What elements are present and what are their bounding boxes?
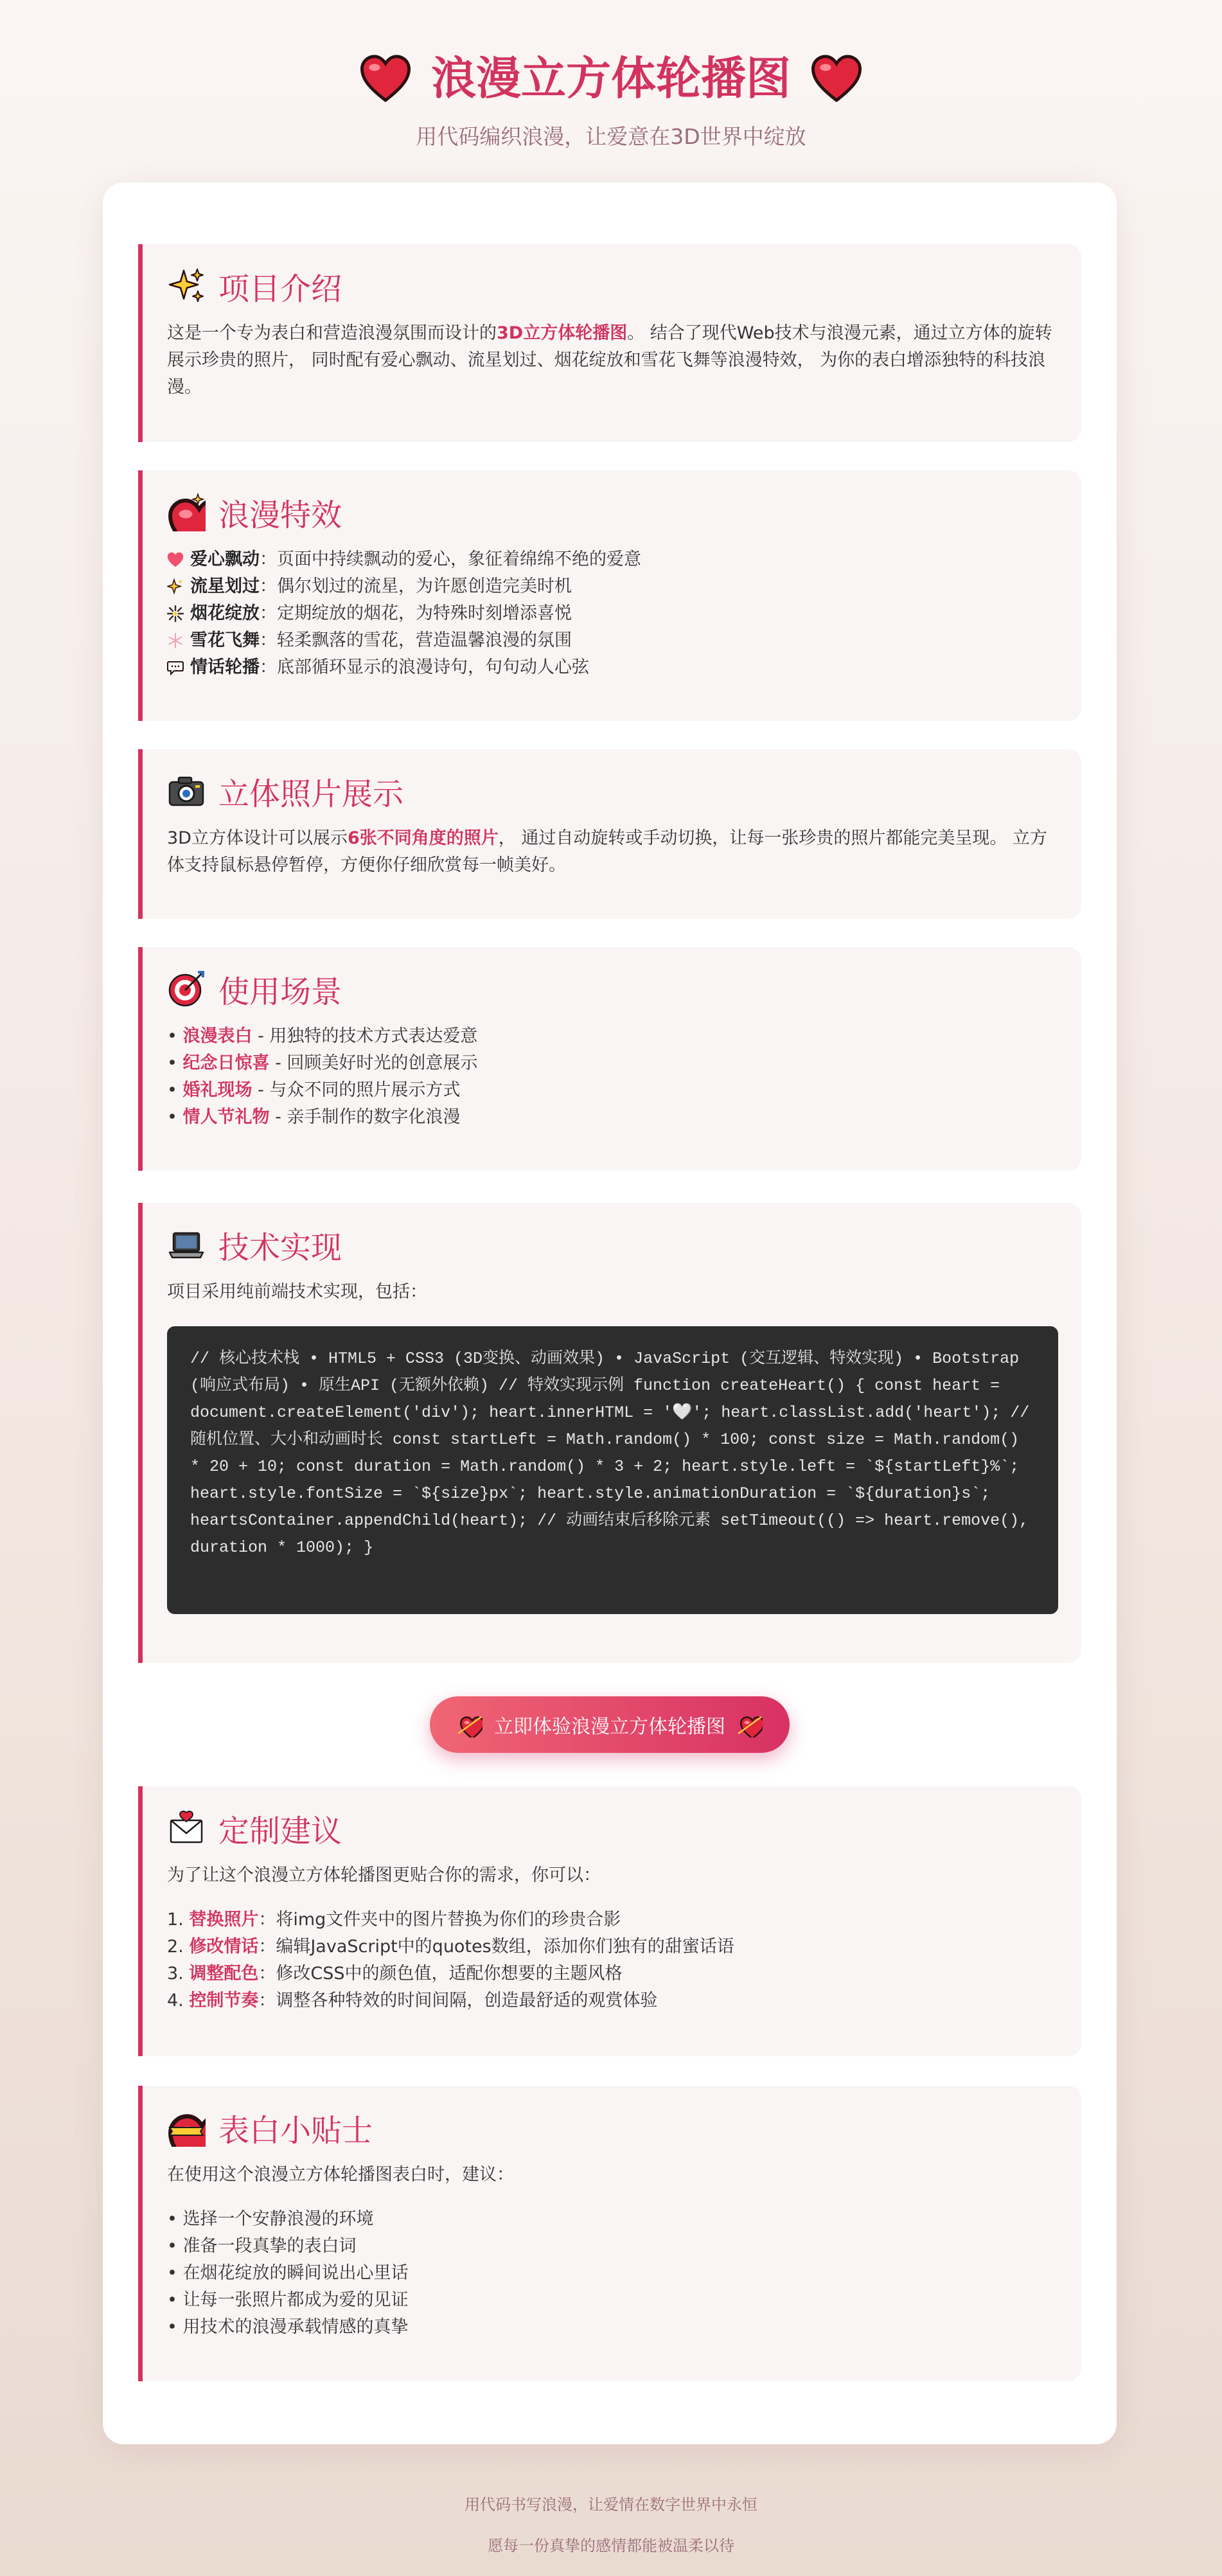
section-title: 浪漫特效 — [218, 497, 342, 533]
scene-name: 婚礼现场 — [182, 1080, 252, 1100]
intro-paragraph — [167, 320, 1058, 401]
target-icon — [167, 970, 206, 1008]
footer-line: 愿每一份真挚的感情都能被温柔以待 — [488, 2537, 734, 2555]
list-item: • 选择一个安静浪漫的环境 — [167, 2209, 374, 2229]
list-item — [167, 1906, 1058, 1933]
scene-desc: - 与众不同的照片展示方式 — [252, 1080, 461, 1100]
heart-icon — [167, 551, 184, 568]
list-item — [167, 573, 1058, 600]
scene-name: 情人节礼物 — [182, 1107, 270, 1127]
list-item — [167, 1960, 1058, 1987]
effect-name: 雪花飞舞 — [190, 630, 260, 650]
scene-desc: - 用独特的技术方式表达爱意 — [252, 1026, 478, 1046]
photos-highlight: 6张不同角度的照片 — [347, 828, 499, 848]
effect-name: 烟花绽放 — [190, 603, 260, 623]
cupid-heart-icon — [737, 1712, 763, 1737]
custom-desc: ：调整各种特效的时间间隔，创造最舒适的观赏体验 — [258, 1991, 658, 2011]
snowflake-icon — [167, 632, 184, 649]
list-item — [167, 627, 1058, 654]
tips-list — [167, 2206, 1058, 2341]
scenes-list — [167, 1023, 1058, 1131]
section-header — [167, 490, 1058, 535]
scene-desc: - 亲手制作的数字化浪漫 — [269, 1107, 461, 1127]
item-number: 4. — [167, 1991, 190, 2011]
item-number: 3. — [167, 1964, 190, 1984]
try-demo-button[interactable] — [430, 1696, 790, 1753]
intro-highlight: 3D立方体轮播图 — [497, 323, 628, 343]
effect-name: 流星划过 — [190, 576, 260, 596]
section-header — [167, 1222, 1058, 1267]
section-title: 使用场景 — [218, 973, 342, 1010]
cta-wrapper — [103, 1696, 1117, 1753]
custom-name: 调整配色 — [189, 1964, 259, 1984]
item-number: 2. — [167, 1937, 190, 1957]
heart-ribbon-icon — [167, 2108, 206, 2147]
list-item: • 让每一张照片都成为爱的见证 — [167, 2290, 409, 2310]
tips-intro: 在使用这个浪漫立方体轮播图表白时，建议： — [167, 2165, 514, 2185]
effect-name: 情话轮播 — [190, 657, 260, 677]
list-item — [167, 654, 1058, 681]
section-effects — [138, 470, 1081, 721]
section-header — [167, 966, 1058, 1011]
sparkles-icon — [167, 578, 184, 595]
section-tips — [138, 2086, 1081, 2381]
list-item — [167, 1987, 1058, 2014]
custom-name: 控制节奏 — [189, 1991, 259, 2011]
list-item: • 情人节礼物 - 亲手制作的数字化浪漫 — [167, 1107, 461, 1127]
section-intro — [138, 244, 1081, 442]
custom-desc: ：将img文件夹中的图片替换为你们的珍贵合影 — [258, 1910, 621, 1930]
photos-paragraph — [167, 825, 1058, 879]
section-title: 表白小贴士 — [218, 2112, 373, 2149]
camera-icon — [167, 772, 206, 810]
photos-text-before: 3D立方体设计可以展示 — [167, 828, 348, 848]
section-tech — [138, 1203, 1081, 1663]
section-header — [167, 263, 1058, 308]
section-photos — [138, 749, 1081, 919]
scene-name: 纪念日惊喜 — [182, 1053, 270, 1073]
item-number: 1. — [167, 1910, 190, 1930]
content-card — [103, 182, 1117, 2444]
custom-desc: ：编辑JavaScript中的quotes数组，添加你们独有的甜蜜话语 — [258, 1937, 734, 1957]
effects-list — [167, 546, 1058, 681]
heart-icon — [811, 53, 862, 103]
heart-icon — [360, 53, 411, 103]
try-demo-label: 立即体验浪漫立方体轮播图 — [494, 1716, 725, 1738]
section-header — [167, 768, 1058, 813]
page-title — [360, 51, 862, 105]
list-item: • 纪念日惊喜 - 回顾美好时光的创意展示 — [167, 1053, 478, 1073]
section-title: 立体照片展示 — [218, 776, 404, 812]
effect-desc: ：轻柔飘落的雪花，营造温馨浪漫的氛围 — [260, 630, 572, 650]
section-title: 技术实现 — [218, 1229, 342, 1266]
section-header — [167, 1806, 1058, 1851]
custom-intro: 为了让这个浪漫立方体轮播图更贴合你的需求，你可以： — [167, 1865, 601, 1885]
list-item: • 婚礼现场 - 与众不同的照片展示方式 — [167, 1080, 461, 1100]
list-item — [167, 600, 1058, 627]
list-item — [167, 1933, 1058, 1960]
effect-desc: ：定期绽放的烟花，为特殊时刻增添喜悦 — [260, 603, 572, 623]
list-item: • 浪漫表白 - 用独特的技术方式表达爱意 — [167, 1026, 478, 1046]
fireworks-icon — [167, 605, 184, 622]
code-block: // 核心技术栈 • HTML5 + CSS3 (3D变换、动画效果) • JavaScript (交互逻辑、特效实现) • Bootstrap (响应式布局) • 原生API (无额外依赖) // 特效实现示例 function createHeart() { const heart = document.createElement('div'); heart.innerHTML = '🤍'; heart.classList.add('heart'); // 随机位置、大小和动画时长 const startLeft = Math.random() * 100; const size = Math.random() * 20 + 10; const duration = Math.random() * 3 + 2; heart.style.left = `${startLeft}%`; heart.style.fontSize = `${size}px`; heart.style.animationDuration = `${duration}s`; heartsContainer.appendChild(heart); // 动画结束后移除元素 setTimeout(() => heart.remove(), duration * 1000); } — [167, 1326, 1058, 1614]
section-header — [167, 2105, 1058, 2150]
sparkles-icon — [167, 267, 206, 305]
effect-desc: ：页面中持续飘动的爱心，象征着绵绵不绝的爱意 — [260, 549, 641, 569]
section-scenes — [138, 947, 1081, 1171]
list-item: • 在烟花绽放的瞬间说出心里话 — [167, 2263, 409, 2283]
intro-text-before: 这是一个专为表白和营造浪漫氛围而设计的 — [167, 323, 497, 343]
list-item: • 准备一段真挚的表白词 — [167, 2236, 357, 2256]
section-title: 定制建议 — [218, 1813, 342, 1849]
laptop-icon — [167, 1225, 206, 1264]
cupid-heart-icon — [457, 1712, 483, 1737]
effect-desc: ：偶尔划过的流星，为许愿创造完美时机 — [260, 576, 572, 596]
scene-desc: - 回顾美好时光的创意展示 — [269, 1053, 478, 1073]
effect-name: 爱心飘动 — [190, 549, 260, 569]
custom-name: 修改情话 — [189, 1937, 259, 1957]
intro-text-after: 。 结合了现代Web技术与浪漫元素，通过立方体的旋转展示珍贵的照片， 同时配有爱心飘动、流星划过、烟花绽放和雪花飞舞等浪漫特效， 为你的表白增添独特的科技浪漫。 — [167, 323, 1052, 397]
section-title: 项目介绍 — [218, 271, 342, 307]
list-item — [167, 546, 1058, 573]
page-title-text: 浪漫立方体轮播图 — [431, 52, 791, 105]
footer-line: 用代码书写浪漫，让爱情在数字世界中永恒 — [465, 2496, 757, 2514]
love-letter-icon — [167, 1809, 206, 1847]
speech-bubble-icon — [167, 659, 184, 676]
photos-text-after: ， 通过自动旋转或手动切换，让每一张珍贵的照片都能完美呈现。 立方体支持鼠标悬停暂停，方便你仔细欣赏每一帧美好。 — [167, 828, 1047, 875]
section-custom — [138, 1786, 1081, 2056]
page-subtitle: 用代码编织浪漫，让爱意在3D世界中绽放 — [416, 124, 806, 149]
custom-name: 替换照片 — [189, 1910, 259, 1930]
scene-name: 浪漫表白 — [182, 1026, 252, 1046]
custom-desc: ：修改CSS中的颜色值，适配你想要的主题风格 — [258, 1964, 623, 1984]
custom-list — [167, 1906, 1058, 2014]
page-header — [0, 0, 1222, 150]
sparkling-heart-icon — [167, 493, 206, 531]
effect-desc: ：底部循环显示的浪漫诗句，句句动人心弦 — [260, 657, 589, 677]
list-item: • 用技术的浪漫承载情感的真挚 — [167, 2317, 409, 2337]
tech-intro: 项目采用纯前端技术实现，包括： — [167, 1282, 427, 1302]
